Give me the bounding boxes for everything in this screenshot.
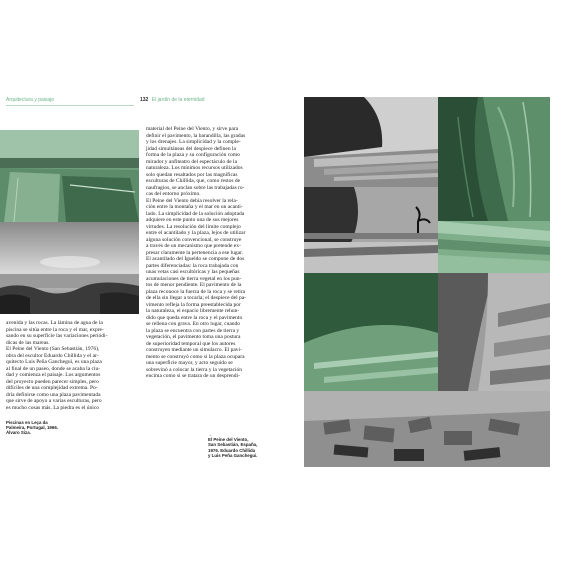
text-line: entre el acantilado y la plaza, lejos de utilizar — [146, 230, 246, 236]
text-line: encima como si se tratara de un desprendi- — [146, 373, 240, 379]
text-line: lado. La simplicidad de la solución adoptada — [146, 210, 245, 217]
text-line: avenida y las rocas. La lámina de agua de la — [6, 320, 103, 326]
caption-line: Álvaro Siza. — [6, 430, 31, 436]
photo-stone-blocks — [304, 391, 550, 467]
text-line: dido que queda entre la roca y el pavimento — [146, 314, 243, 321]
text-line: El Peine del Viento (San Sebastián, 1976), — [6, 346, 100, 352]
caption-line: Piscinas en Leça da — [6, 420, 48, 425]
body-column-left — [6, 320, 136, 411]
text-line: de superioridad temporal que los autores — [146, 340, 236, 347]
text-line: al final de un paseo, donde se acaba la ciu- — [6, 365, 101, 372]
text-line: la plaza se encuentra con partes de tierra y — [146, 327, 240, 334]
text-line: a través de un mecanismo que pretende ex- — [146, 243, 241, 249]
text-line: dría definirse como una plaza pavimentada — [6, 391, 101, 398]
photo-seascape-bw — [0, 222, 139, 314]
text-line: obra del escultor Eduardo Chillida y el ar- — [6, 352, 99, 359]
text-line: construyen mediante un simulacro. El pavi- — [146, 347, 242, 353]
photo-rock-detail — [438, 273, 550, 391]
caption-line: San Sebastián, España, — [208, 442, 258, 448]
text-line: tos de menor pendiente. El pavimento de la — [146, 282, 242, 288]
text-line: sando en su superficie las variaciones periódi- — [6, 333, 108, 339]
text-line: una superficie mayor, y acto seguido se — [146, 360, 233, 366]
text-line: virtudes. La resolución del límite complejo — [146, 223, 241, 230]
caption-line: y Luis Peña Ganchegui. — [208, 452, 258, 458]
text-line: difíciles de una complejidad extrema. Po- — [6, 385, 98, 391]
caption-left — [6, 420, 76, 436]
text-line: jidad simultáneas del despiece definen la — [146, 145, 236, 152]
text-line: del proyecto pueden parecer simples, pero — [6, 378, 99, 385]
photo-vegetation-green — [304, 273, 438, 391]
text-line: es mucho cosas más. La piedra es el único — [6, 404, 100, 411]
caption-arrow-icon: → — [208, 432, 212, 437]
caption-line: El Peine del Viento, — [208, 437, 249, 443]
text-line: quitecto Luis Peña Ganchegui, es una plaza — [6, 359, 102, 365]
text-line: mirador y anfiteatro del espectáculo de la — [146, 158, 238, 165]
text-line: mento se construyó como si la plaza ocupara — [146, 353, 245, 360]
text-line: solo quedan resaltados por las magníficas — [146, 171, 238, 178]
text-line: forma de la plaza y su configuración como — [146, 152, 240, 158]
text-line: se rellena con grava. En otro lugar, cuando — [146, 321, 241, 327]
chapter-title: El jardín de la eternidad — [151, 97, 205, 103]
text-line: definir el pavimento, la barandilla, las gradas — [146, 132, 246, 139]
text-line: naufragios, se anclan sobre las trabajadas ro- — [146, 184, 245, 191]
photo-rock-green — [438, 97, 550, 221]
text-line: que sirve de apoyo a varias esculturas, pero — [6, 398, 102, 404]
text-line: plaza reconoce la fuerza de la roca y se retira — [146, 288, 246, 295]
text-line: acumulaciones de tierra vegetal en los pun- — [146, 275, 242, 282]
page-number: 132 — [140, 97, 149, 103]
text-line: partes diferenciadas: la roca trabajada con — [146, 262, 239, 269]
text-line: ción entre la montaña y el mar en un acanti- — [146, 204, 243, 210]
text-line: vegetación, el pavimento toma una postura — [146, 334, 241, 340]
photo-pool-green — [0, 130, 139, 222]
text-line: naturaleza. Los mínimos recursos utilizados — [146, 165, 243, 171]
text-line: adquiere en este punto una de sus mejores — [146, 217, 239, 223]
text-line: vimento refleja la forma preestablecida por — [146, 301, 241, 308]
text-line: de ella sin llegar a tocarla; el despiece del pa- — [146, 295, 247, 301]
text-line: esculturas de Chillida, que, como restos de — [146, 178, 241, 184]
caption-right — [208, 432, 288, 458]
text-line: material del Peine del Viento, y sirve para — [146, 126, 239, 132]
text-line: cas del entorno próximo. — [146, 191, 201, 197]
text-line: y los drenajes. La simplicidad y la comple- — [146, 139, 241, 145]
body-column-middle — [146, 126, 274, 380]
text-line: El acantilado del Igueldo se compone de dos — [146, 256, 245, 262]
photo-paving-green — [438, 221, 550, 273]
text-line: presar claramente la pertenencia a ese lugar. — [146, 249, 243, 256]
text-line: sobrevinó a colocar la tierra y la vegetación — [146, 366, 243, 373]
text-line: El Peine del Viento debía resolver la rela- — [146, 197, 238, 204]
caption-line: 1976. Eduardo Chillida — [208, 447, 256, 453]
header-rule — [6, 105, 134, 106]
text-line: alguna solución convencional, se construye — [146, 236, 242, 243]
text-line: piscina se sitúa entre la roca y el mar, expre- — [6, 326, 104, 333]
photo-cliff-stairs — [304, 97, 438, 187]
text-line: unas vetas casi escultóricas y las pequeñas — [146, 269, 240, 275]
text-line: la naturaleza, el espacio libremente rehun- — [146, 308, 240, 314]
text-line: dad y comienza el paisaje. Los argumentos — [6, 372, 101, 378]
caption-line: Palmeira, Portugal, 1966. — [6, 425, 58, 431]
running-header — [140, 97, 205, 103]
photo-wind-comb-sculpture — [304, 187, 438, 273]
text-line: dicas de las mareas. — [6, 339, 50, 346]
section-title: Arquitectura y paisaje — [6, 97, 55, 103]
